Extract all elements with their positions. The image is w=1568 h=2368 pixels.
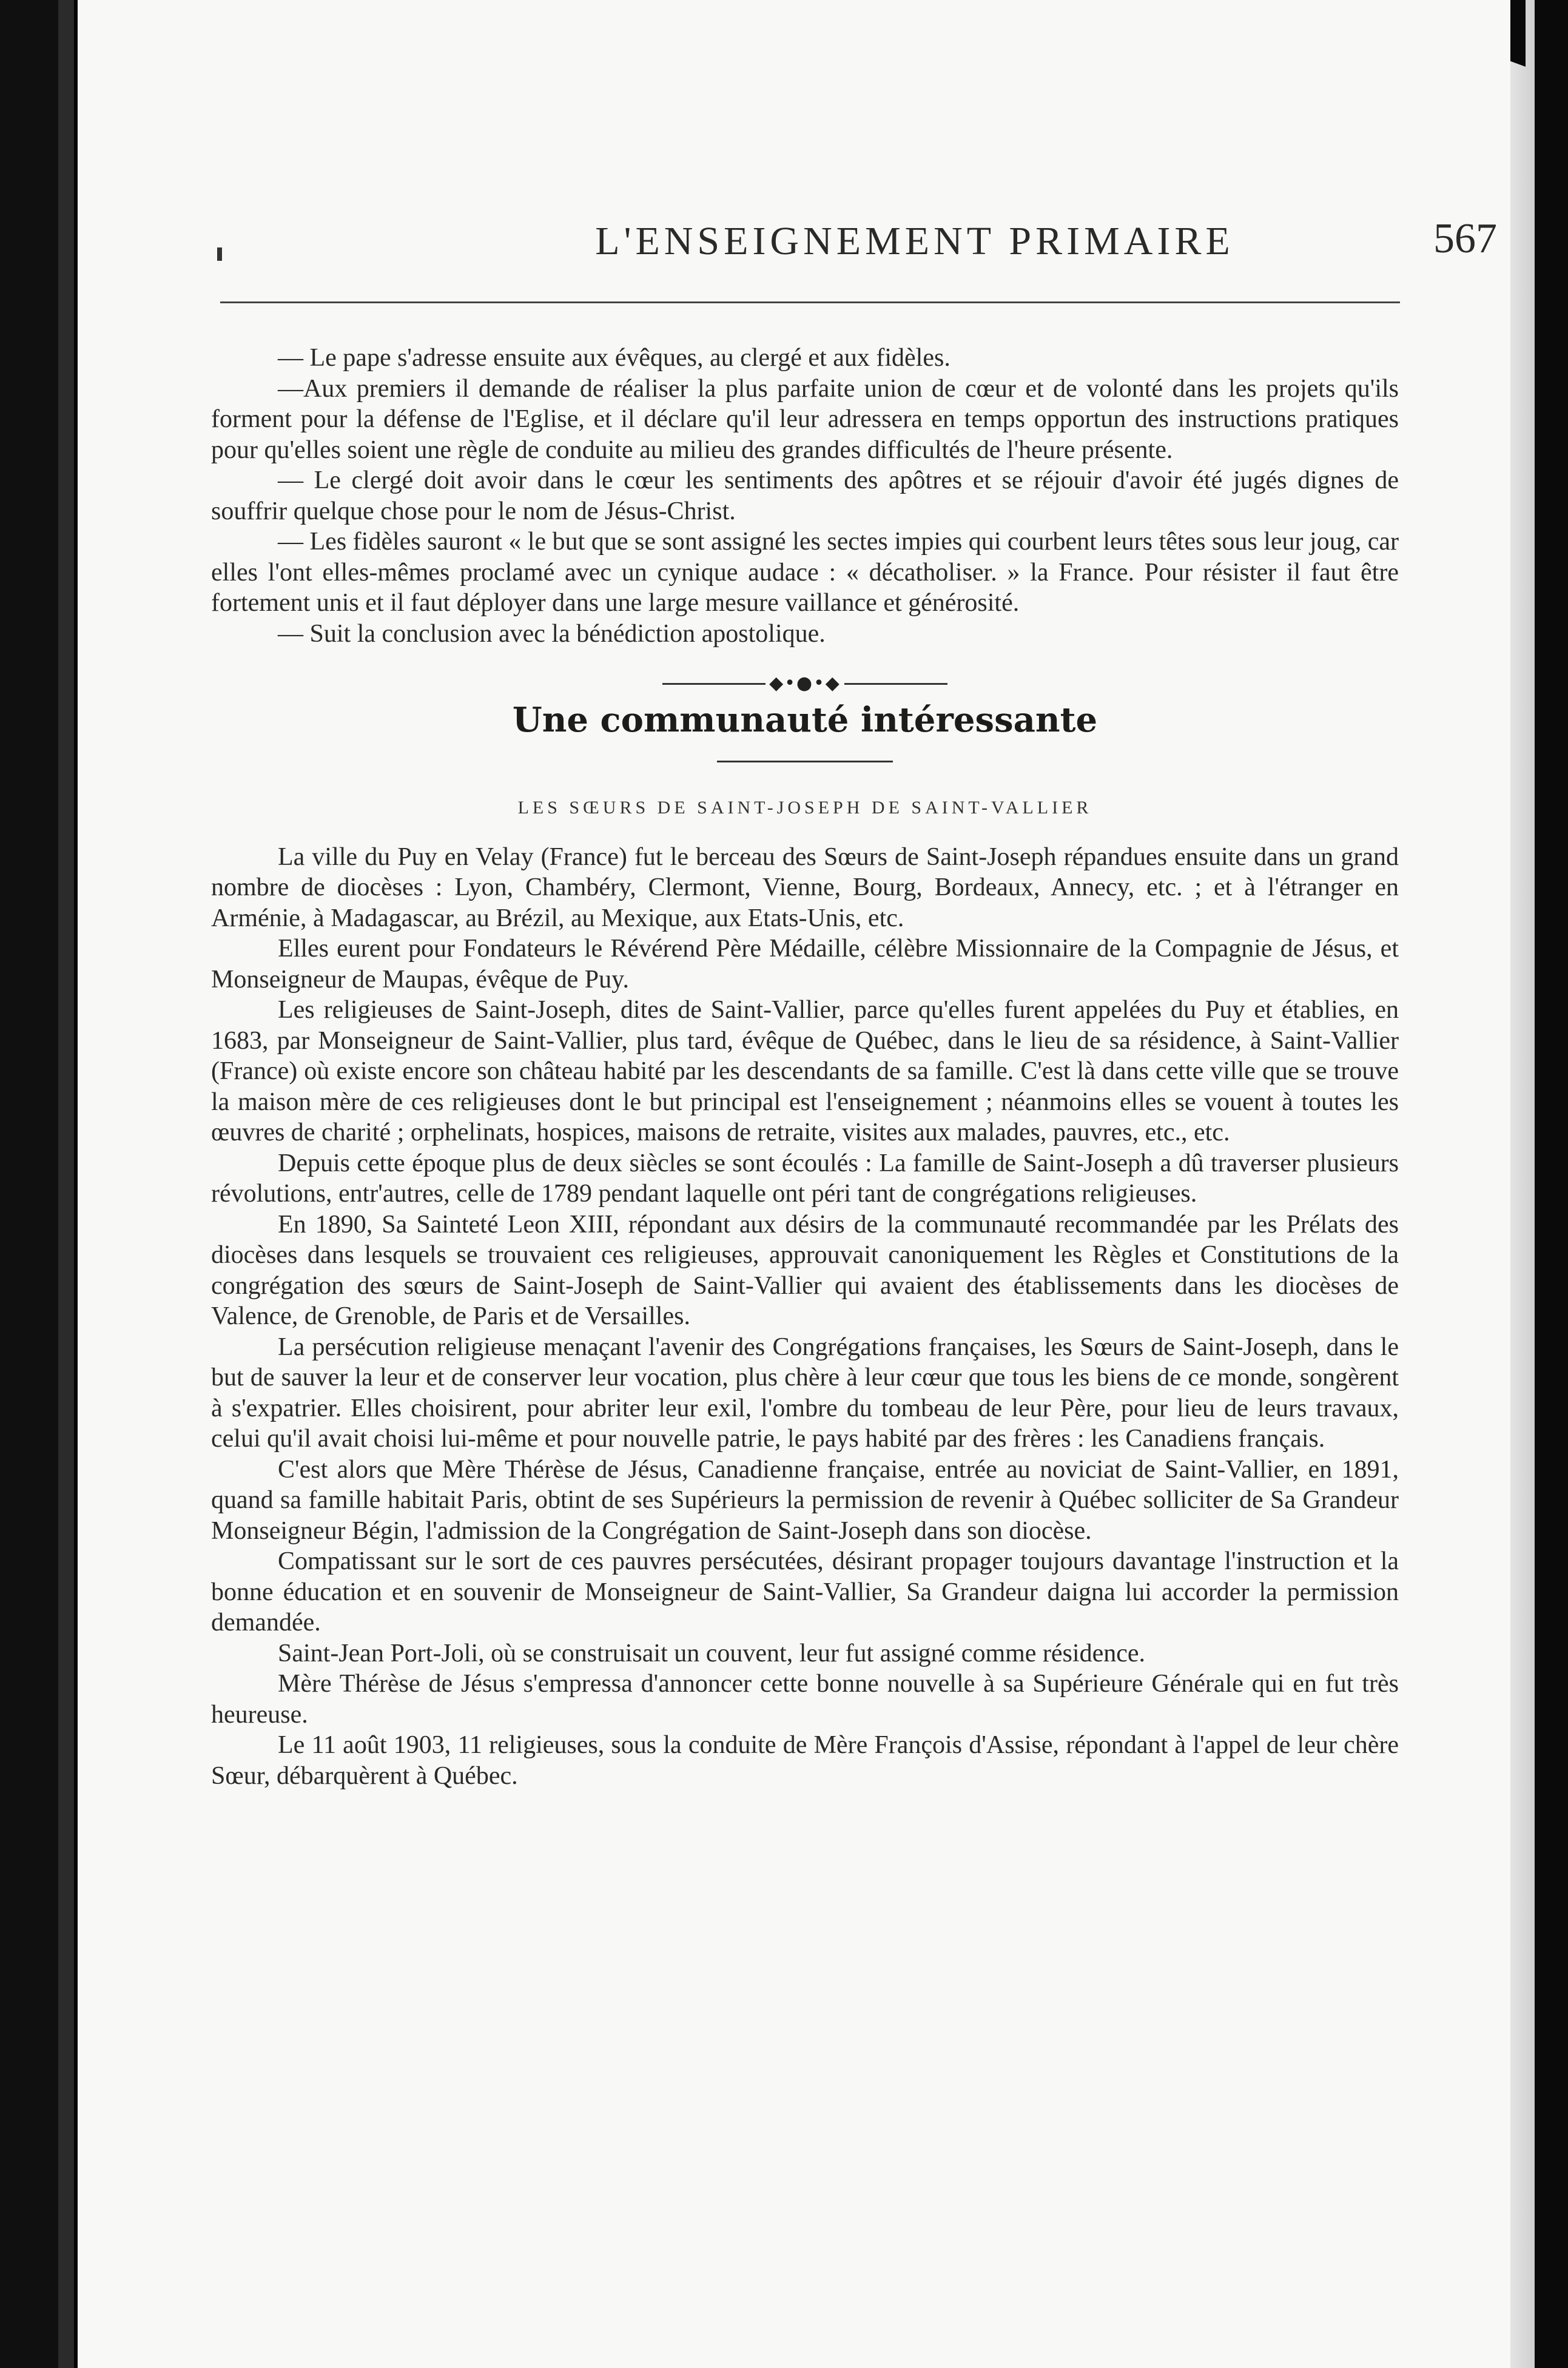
ornament-line xyxy=(844,683,947,685)
section-paragraph: Le 11 août 1903, 11 religieuses, sous la conduite de Mère François d'Assise, répondant à l'appel de leur chère Sœur, débarquèrent à Québec. xyxy=(211,1731,1399,1790)
book-page xyxy=(78,0,1510,2368)
section-paragraph: Depuis cette époque plus de deux siècles se sont écoulés : La famille de Saint-Joseph a dû traverser plusieurs révolutions, entr'autres, celle de 1789 pendant laquelle ont péri tant de congrégations religieuses. xyxy=(211,1149,1399,1208)
ornament-line xyxy=(662,683,765,685)
scan-background-right xyxy=(1535,0,1568,2368)
section-paragraph: Les religieuses de Saint-Joseph, dites de Saint-Vallier, parce qu'elles furent appelées du Puy et établies, en 1683, par Monseigneur de Saint-Vallier, plus tard, évêque de Québec, dans le lieu de sa résidence, à Saint-Vallier (France) où existe encore son château habité par les descendants de sa famille. C'est là dans cette ville que se trouve la maison mère de ces religieuses dont le but principal est l'enseignement ; néanmoins elles se vouent à toutes les œuvres de charité ; orphelinats, hospices, maisons de retraite, visites aux malades, pauvres, etc., etc. xyxy=(211,996,1399,1146)
margin-mark xyxy=(217,247,222,261)
section-ornament xyxy=(211,674,1399,693)
intro-paragraph: — Le pape s'adresse ensuite aux évêques, au clergé et aux fidèles. xyxy=(278,344,951,372)
section-paragraph: C'est alors que Mère Thérèse de Jésus, Canadienne française, entrée au noviciat de Saint-Vallier, en 1891, quand sa famille habitait Paris, obtint de ses Supérieurs la permission de revenir à Québec solliciter de Sa Grandeur Monseigneur Bégin, l'admission de la Congrégation de Saint-Joseph dans son diocèse. xyxy=(211,1455,1399,1545)
page-number: 567 xyxy=(1433,215,1497,262)
header-rule xyxy=(220,301,1400,303)
section-paragraph: La persécution religieuse menaçant l'avenir des Congrégations françaises, les Sœurs de Saint-Joseph, dans le but de sauver la leur et de conserver leur vocation, plus chère à leur cœur que tous les biens de ce monde, songèrent à s'expatrier. Elles choisirent, pour abriter leur exil, l'ombre du tombeau de leur Père, pour lieu de leurs travaux, celui qu'il avait choisi lui-même et pour nouvelle patrie, le pays habité par des frères : les Canadiens français. xyxy=(211,1333,1399,1453)
running-title: L'ENSEIGNEMENT PRIMAIRE xyxy=(595,219,1234,263)
section-paragraph: Mère Thérèse de Jésus s'empressa d'annoncer cette bonne nouvelle à sa Supérieure Générale qui en fut très heureuse. xyxy=(211,1670,1399,1729)
body-text xyxy=(211,343,1399,1791)
section-paragraph: Compatissant sur le sort de ces pauvres persécutées, désirant propager toujours davantage l'instruction et la bonne éducation et en souvenir de Monseigneur de Saint-Vallier, Sa Grandeur daigna lui accorder la permission demandée. xyxy=(211,1547,1399,1636)
section-subtitle: LES SŒURS DE SAINT-JOSEPH DE SAINT-VALLIER xyxy=(517,798,1092,818)
intro-paragraph: — Les fidèles sauront « le but que se sont assigné les sectes impies qui courbent leurs têtes sous leur joug, car elles l'ont elles-mêmes proclamé avec un cynique audace : « décatholiser. » la France. Pour résister il faut être fortement unis et il faut déployer dans une large mesure vaillance et générosité. xyxy=(211,528,1399,617)
section-paragraph: Elles eurent pour Fondateurs le Révérend Père Médaille, célèbre Missionnaire de la Compagnie de Jésus, et Monseigneur de Maupas, évêque de Puy. xyxy=(211,935,1399,994)
section-title: Une communauté intéressante xyxy=(512,700,1098,740)
running-head xyxy=(466,215,1497,273)
title-rule xyxy=(717,761,893,762)
binding-edge xyxy=(58,0,78,2368)
intro-paragraph: — Le clergé doit avoir dans le cœur les sentiments des apôtres et se réjouir d'avoir été jugés dignes de souffrir quelque chose pour le nom de Jésus-Christ. xyxy=(211,466,1399,525)
page-stack-edge xyxy=(1509,0,1535,2368)
section-paragraph: En 1890, Sa Sainteté Leon XIII, répondant aux désirs de la communauté recommandée par les Prélats des diocèses dans lesquels se trouvaient ces religieuses, approuvait canoniquement les Règles et Constitutions de la congrégation des sœurs de Saint-Joseph de Saint-Vallier qui avaient des établissements dans les diocèses de Valence, de Grenoble, de Paris et de Versailles. xyxy=(211,1210,1399,1330)
intro-paragraph: — Suit la conclusion avec la bénédiction apostolique. xyxy=(278,619,826,648)
intro-paragraph: —Aux premiers il demande de réaliser la plus parfaite union de cœur et de volonté dans les projets qu'ils forment pour la défense de l'Eglise, et il déclare qu'il leur adressera en temps opportun des instructions pratiques pour qu'elles soient une règle de conduite au milieu des grandes difficultés de l'heure présente. xyxy=(211,374,1399,464)
section-paragraph: La ville du Puy en Velay (France) fut le berceau des Sœurs de Saint-Joseph répandues ensuite dans un grand nombre de diocèses : Lyon, Chambéry, Clermont, Vienne, Bourg, Bordeaux, Annecy, etc. ; et à l'étranger en Arménie, à Madagascar, au Brézil, au Mexique, aux Etats-Unis, etc. xyxy=(211,843,1399,932)
ornament-flourish-icon: ◆•●•◆ xyxy=(769,672,841,694)
scan-background-left xyxy=(0,0,61,2368)
section-paragraph: Saint-Jean Port-Joli, où se construisait un couvent, leur fut assigné comme résidence. xyxy=(278,1639,1145,1667)
